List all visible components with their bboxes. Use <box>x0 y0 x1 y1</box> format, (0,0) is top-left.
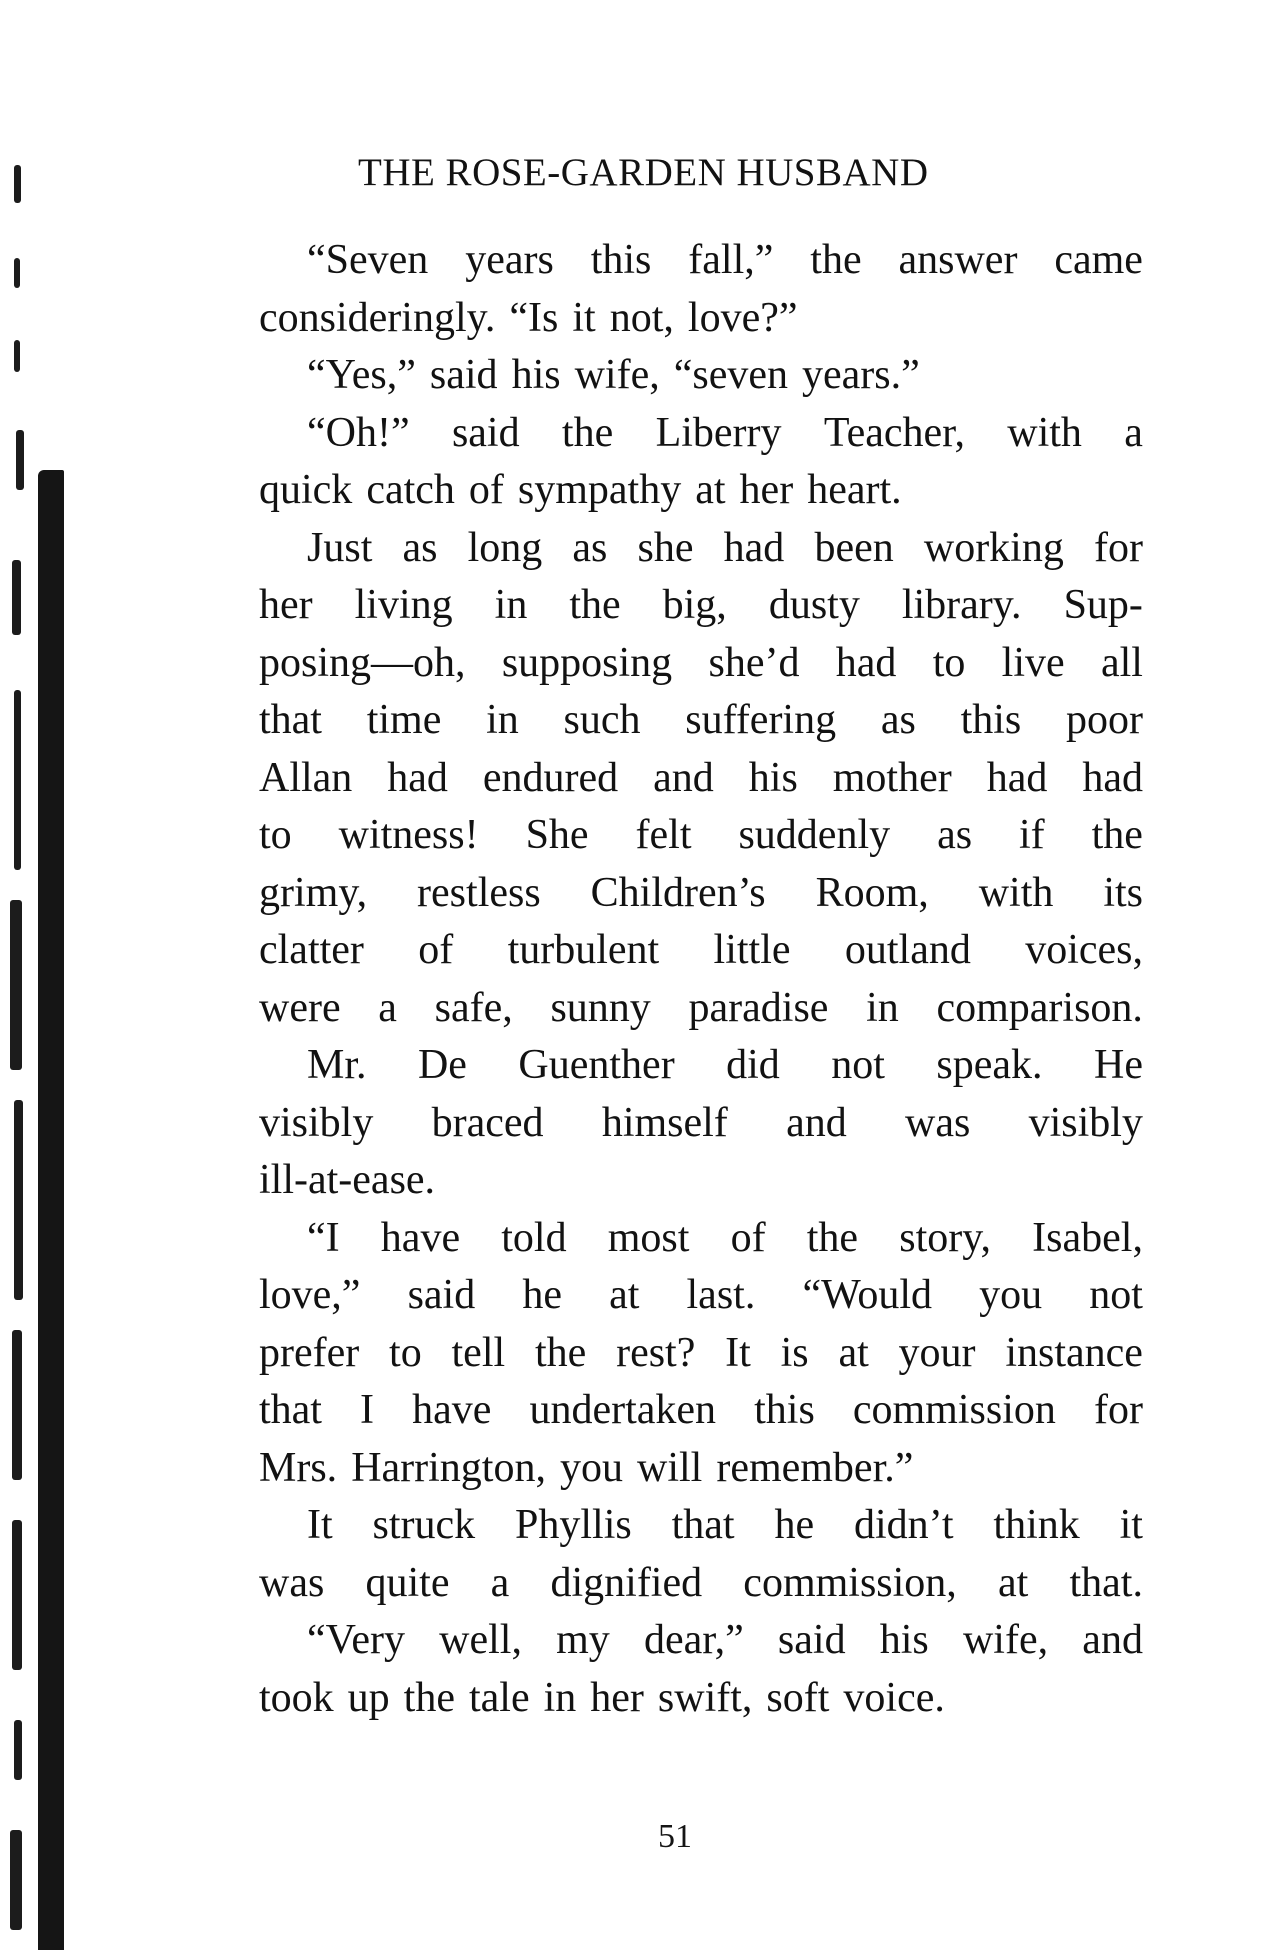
text-line: that I have undertaken this commission for <box>259 1387 1143 1433</box>
text-line: was quite a dignified commission, at that. <box>259 1559 1143 1606</box>
scanned-gutter-edge <box>0 0 70 1951</box>
scan-speck <box>14 165 21 203</box>
binding-shadow <box>38 470 64 1950</box>
text-line: her living in the big, dusty library. Sup- <box>259 582 1143 628</box>
text-line: Mr. De Guenther did not speak. He <box>307 1042 1143 1088</box>
text-line: It struck Phyllis that he didn’t think it <box>307 1502 1143 1548</box>
scan-speck <box>14 690 21 870</box>
scan-speck <box>14 1100 23 1300</box>
text-line: visibly braced himself and was visibly <box>259 1099 1143 1146</box>
scan-speck <box>14 340 20 372</box>
body-text <box>259 232 1143 1727</box>
text-line: posing—oh, supposing she’d had to live all <box>259 639 1143 686</box>
page-number-row <box>0 1818 1270 1856</box>
text-line: “Yes,” said his wife, “seven years.” <box>307 352 920 398</box>
text-line: “Seven years this fall,” the answer came <box>307 237 1143 283</box>
text-line: were a safe, sunny paradise in comparison. <box>259 984 1143 1031</box>
text-line: clatter of turbulent little outland voices, <box>259 927 1143 973</box>
text-line: grimy, restless Children’s Room, with its <box>259 869 1143 916</box>
text-line: “Oh!” said the Liberry Teacher, with a <box>307 409 1143 456</box>
scan-speck <box>16 430 24 490</box>
text-line: that time in such suffering as this poor <box>259 697 1143 743</box>
text-line: took up the tale in her swift, soft voice. <box>259 1674 945 1721</box>
scan-speck <box>12 1520 22 1670</box>
text-line: “Very well, my dear,” said his wife, and <box>307 1617 1143 1663</box>
text-line: Allan had endured and his mother had had <box>259 754 1143 801</box>
text-line: Mrs. Harrington, you will remember.” <box>259 1444 914 1491</box>
text-line: love,” said he at last. “Would you not <box>259 1272 1143 1318</box>
text-line: consideringly. “Is it not, love?” <box>259 294 798 341</box>
text-line: “I have told most of the story, Isabel, <box>307 1214 1143 1261</box>
text-line: quick catch of sympathy at her heart. <box>259 467 902 513</box>
scan-speck <box>12 560 21 635</box>
scan-speck <box>14 258 20 288</box>
scan-speck <box>14 1720 22 1780</box>
page-number: 51 <box>658 1818 692 1855</box>
text-line: to witness! She felt suddenly as if the <box>259 812 1143 858</box>
text-line: ill-at-ease. <box>259 1157 436 1203</box>
scan-speck <box>10 900 22 1070</box>
scan-speck <box>12 1330 22 1480</box>
text-line: prefer to tell the rest? It is at your instance <box>259 1329 1143 1376</box>
running-head: THE ROSE-GARDEN HUSBAND <box>358 151 929 194</box>
text-line: Just as long as she had been working for <box>307 524 1143 571</box>
